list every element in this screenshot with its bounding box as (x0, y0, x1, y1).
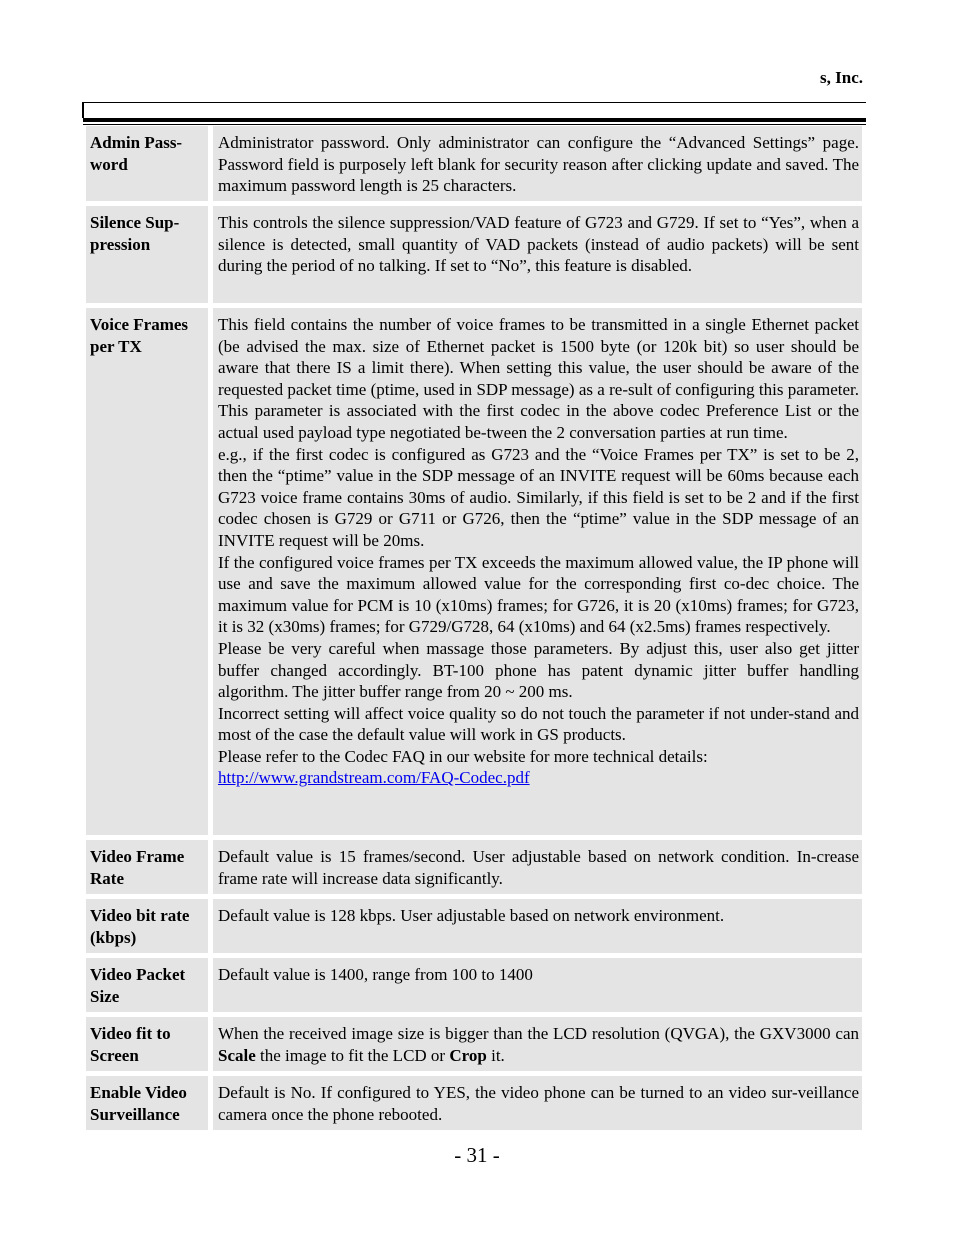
settings-table (86, 126, 862, 1135)
description-text: Default value is 15 frames/second. User adjustable based on network condition. In-crease frame rate will increase data significantly. (218, 847, 859, 888)
setting-description (213, 1076, 862, 1130)
setting-description (213, 206, 862, 303)
setting-description (213, 1017, 862, 1071)
setting-description (213, 126, 862, 201)
setting-label: Enable Video Surveillance (86, 1076, 208, 1130)
description-text: This field contains the number of voice frames to be transmitted in a single Ethernet packet (be advised the max. size of Ethernet packet is 1500 byte (or 120k bit) so user should be aware that there IS a limit there). When setting this value, the user should be aware of the requested packet time (ptime, used in SDP message) as a re-sult of configuring this parameter. This parameter is associated with the first codec in the above codec Preference List or the actual used payload type negotiated be-tween the 2 conversation parties at run time. (218, 315, 859, 442)
description-text: When the received image size is bigger than the LCD resolution (QVGA), the GXV3000 can Scale the image to fit the LCD or Crop it. (218, 1024, 859, 1065)
description-text: Please be very careful when massage those parameters. By adjust this, user also get jitter buffer changed accordingly. BT-100 phone has patent dynamic jitter buffer handling algorithm. The jitter buffer range from 20 ~ 200 ms. (218, 638, 859, 702)
description-text: If the configured voice frames per TX exceeds the maximum allowed value, the IP phone will use and save the maximum allowed value for the corresponding first co-dec choice. The maximum value for PCM is 10 (x10ms) frames; for G726, it is 20 (x10ms) frames; for G723, it is 32 (x30ms) frames; for G729/G728, 64 (x10ms) and 64 (x2.5ms) frames respectively. (218, 552, 859, 637)
setting-label: Video Frame Rate (86, 840, 208, 894)
description-text: Incorrect setting will affect voice quality so do not touch the parameter if not under-stand and most of the case the default value will work in GS products. (218, 703, 859, 745)
table-row (86, 899, 862, 953)
setting-label: Silence Sup-pression (86, 206, 208, 303)
table-top-border (83, 118, 866, 122)
table-row (86, 206, 862, 303)
header-rule (83, 102, 866, 103)
table-row (86, 1076, 862, 1130)
setting-description (213, 840, 862, 894)
description-text: Please refer to the Codec FAQ in our website for more technical details: (218, 746, 708, 766)
setting-label: Video fit to Screen (86, 1017, 208, 1071)
header-company-name: s, Inc. (820, 68, 863, 87)
table-row (86, 840, 862, 894)
description-text: This controls the silence suppression/VAD feature of G723 and G729. If set to “Yes”, when a silence is detected, small quantity of VAD packets (instead of audio packets) will be sent during the period of no talking. If set to “No”, this feature is disabled. (218, 213, 859, 276)
table-row (86, 958, 862, 1012)
setting-label: Video Packet Size (86, 958, 208, 1012)
page-number: - 31 - (454, 1143, 500, 1167)
setting-description (213, 899, 862, 953)
table-top-border-thin (83, 124, 866, 125)
setting-label: Voice Frames per TX (86, 308, 208, 835)
description-text: e.g., if the first codec is configured as G723 and the “Voice Frames per TX” is set to be 2, then the “ptime” value in the SDP message of an INVITE request will be 60ms because each G723 voice frame contains 30ms of audio. Similarly, if this field is set to be 2 and if the first codec chosen is G729 or G711 or G726, then the “ptime” value in the SDP message of an INVITE request will be 20ms. (218, 444, 859, 550)
description-text: Default value is 1400, range from 100 to 1400 (218, 965, 533, 984)
header-rule-tick (82, 102, 84, 118)
setting-description (213, 308, 862, 835)
setting-label: Admin Pass-word (86, 126, 208, 201)
description-text: Default value is 128 kbps. User adjustable based on network environment. (218, 906, 725, 925)
table-row (86, 1017, 862, 1071)
table-row (86, 308, 862, 835)
description-text: Default is No. If configured to YES, the video phone can be turned to an video sur-veillance camera once the phone rebooted. (218, 1083, 859, 1124)
description-text: Administrator password. Only administrator can configure the “Advanced Settings” page. Password field is purposely left blank for security reason after clicking update and saved. The maximum password length is 25 characters. (218, 133, 859, 196)
setting-description (213, 958, 862, 1012)
setting-label: Video bit rate (kbps) (86, 899, 208, 953)
codec-faq-link[interactable]: http://www.grandstream.com/FAQ-Codec.pdf (218, 768, 530, 788)
table-row (86, 126, 862, 201)
